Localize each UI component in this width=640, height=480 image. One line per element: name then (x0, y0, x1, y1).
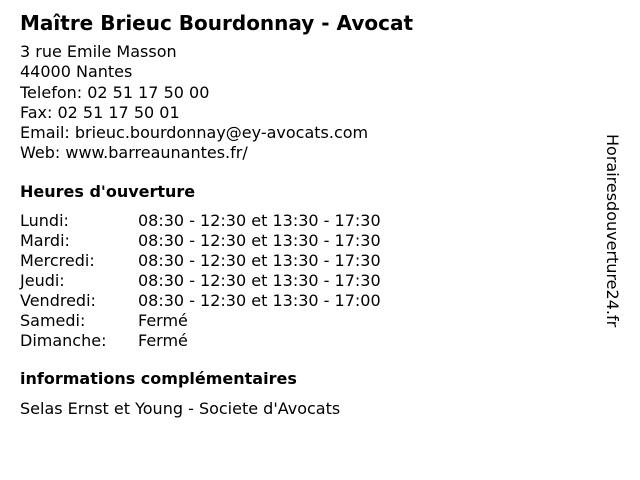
day-label: Jeudi: (20, 270, 65, 290)
time-value: 08:30 - 12:30 et 13:30 - 17:00 (138, 290, 381, 310)
address-street: 3 rue Emile Masson (20, 42, 177, 61)
fax-line: Fax: 02 51 17 50 01 (20, 102, 180, 122)
hours-row-jeudi (20, 271, 600, 291)
day-label: Samedi: (20, 310, 86, 330)
hours-row-vendredi (20, 291, 600, 311)
day-label: Vendredi: (20, 290, 96, 310)
time-value: 08:30 - 12:30 et 13:30 - 17:30 (138, 270, 381, 290)
hours-row-mardi (20, 231, 600, 251)
time-value: 08:30 - 12:30 et 13:30 - 17:30 (138, 250, 381, 270)
info-heading: informations complémentaires (20, 368, 297, 388)
hours-heading: Heures d'ouverture (20, 181, 196, 201)
time-value: 08:30 - 12:30 et 13:30 - 17:30 (138, 210, 381, 230)
web-line: Web: www.barreaunantes.fr/ (20, 143, 248, 163)
hours-row-dimanche (20, 331, 600, 351)
time-value: Fermé (138, 330, 188, 350)
hours-row-lundi (20, 211, 600, 231)
hours-row-mercredi (20, 251, 600, 271)
info-text: Selas Ernst et Young - Societe d'Avocats (20, 398, 341, 418)
hours-row-samedi (20, 311, 600, 331)
phone-line: Telefon: 02 51 17 50 00 (20, 82, 210, 102)
address-city: 44000 Nantes (20, 62, 133, 82)
time-value: 08:30 - 12:30 et 13:30 - 17:30 (138, 230, 381, 250)
day-label: Lundi: (20, 210, 69, 230)
page-title: Maître Brieuc Bourdonnay - Avocat (20, 11, 414, 35)
contact-block (20, 42, 600, 164)
business-card (20, 10, 600, 419)
hours-table (20, 211, 600, 351)
time-value: Fermé (138, 310, 188, 330)
day-label: Mardi: (20, 230, 70, 250)
brand-watermark: Horairesdouverture24.fr (603, 134, 622, 328)
email-line: Email: brieuc.bourdonnay@ey-avocats.com (20, 123, 369, 143)
day-label: Mercredi: (20, 250, 95, 270)
day-label: Dimanche: (20, 330, 107, 350)
